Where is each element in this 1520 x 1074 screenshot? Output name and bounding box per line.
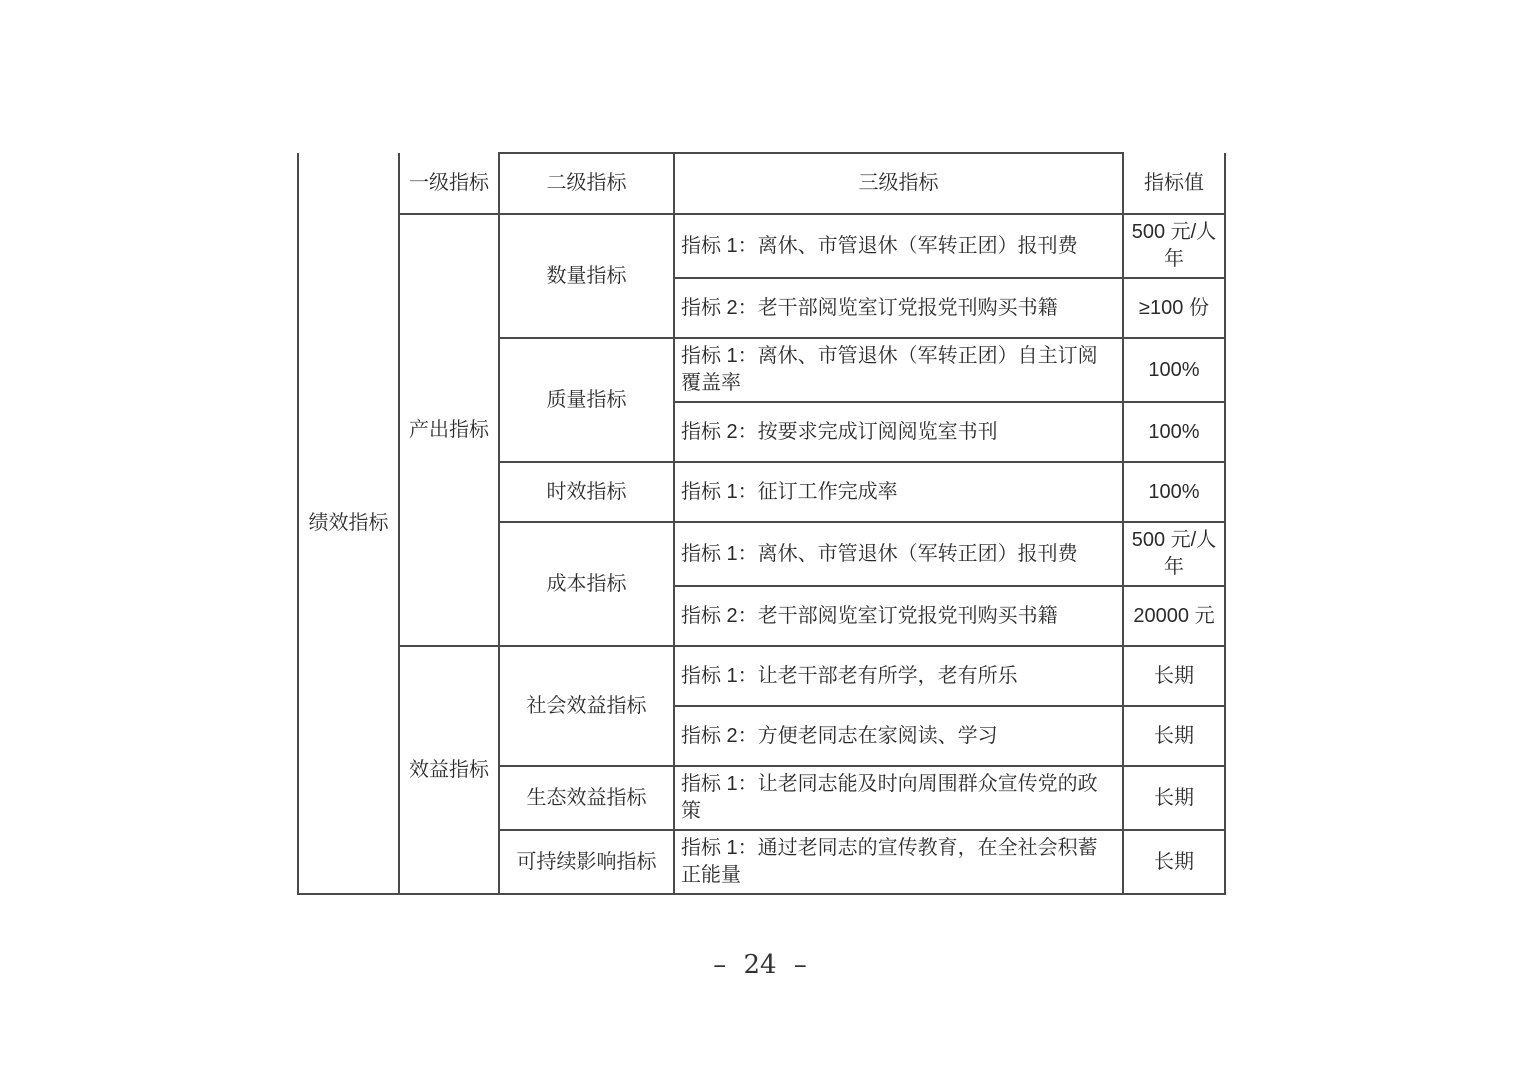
indicator-cell: 指标 1：征订工作完成率 <box>674 462 1123 522</box>
level1-cell: 产出指标 <box>399 214 499 646</box>
level2-cell: 生态效益指标 <box>499 766 674 830</box>
table-row <box>298 646 1225 706</box>
value-cell: 长期 <box>1123 766 1225 830</box>
header-cell-value: 指标值 <box>1123 153 1225 214</box>
level2-cell: 社会效益指标 <box>499 646 674 766</box>
indicator-cell: 指标 2：老干部阅览室订党报党刊购买书籍 <box>674 278 1123 338</box>
indicator-cell: 指标 2：老干部阅览室订党报党刊购买书籍 <box>674 586 1123 646</box>
value-cell: 长期 <box>1123 706 1225 766</box>
value-cell: 长期 <box>1123 646 1225 706</box>
level2-cell: 数量指标 <box>499 214 674 338</box>
value-cell: 500 元/人年 <box>1123 214 1225 278</box>
value-cell: 20000 元 <box>1123 586 1225 646</box>
value-cell: 500 元/人年 <box>1123 522 1225 586</box>
value-cell: 100% <box>1123 402 1225 462</box>
indicator-cell: 指标 2：按要求完成订阅阅览室书刊 <box>674 402 1123 462</box>
value-cell: ≥100 份 <box>1123 278 1225 338</box>
indicator-cell: 指标 1：让老干部老有所学，老有所乐 <box>674 646 1123 706</box>
indicator-cell: 指标 1：通过老同志的宣传教育，在全社会积蓄正能量 <box>674 830 1123 894</box>
level2-cell: 质量指标 <box>499 338 674 462</box>
value-cell: 100% <box>1123 462 1225 522</box>
table-row <box>298 214 1225 278</box>
page-number: – 24 – <box>713 950 807 980</box>
performance-indicator-table-wrap <box>297 152 1226 895</box>
value-cell: 长期 <box>1123 830 1225 894</box>
header-row <box>298 153 1225 214</box>
level2-cell: 时效指标 <box>499 462 674 522</box>
performance-indicator-table <box>297 152 1226 895</box>
row-group-cell: 绩效指标 <box>298 153 399 894</box>
indicator-cell: 指标 1：离休、市管退休（军转正团）报刊费 <box>674 214 1123 278</box>
indicator-cell: 指标 2：方便老同志在家阅读、学习 <box>674 706 1123 766</box>
level2-cell: 可持续影响指标 <box>499 830 674 894</box>
indicator-cell: 指标 1：离休、市管退休（军转正团）自主订阅覆盖率 <box>674 338 1123 402</box>
header-cell-level2: 二级指标 <box>499 153 674 214</box>
indicator-cell: 指标 1：离休、市管退休（军转正团）报刊费 <box>674 522 1123 586</box>
level2-cell: 成本指标 <box>499 522 674 646</box>
value-cell: 100% <box>1123 338 1225 402</box>
header-cell-level3: 三级指标 <box>674 153 1123 214</box>
level1-cell: 效益指标 <box>399 646 499 894</box>
header-cell-level1: 一级指标 <box>399 153 499 214</box>
indicator-cell: 指标 1：让老同志能及时向周围群众宣传党的政策 <box>674 766 1123 830</box>
